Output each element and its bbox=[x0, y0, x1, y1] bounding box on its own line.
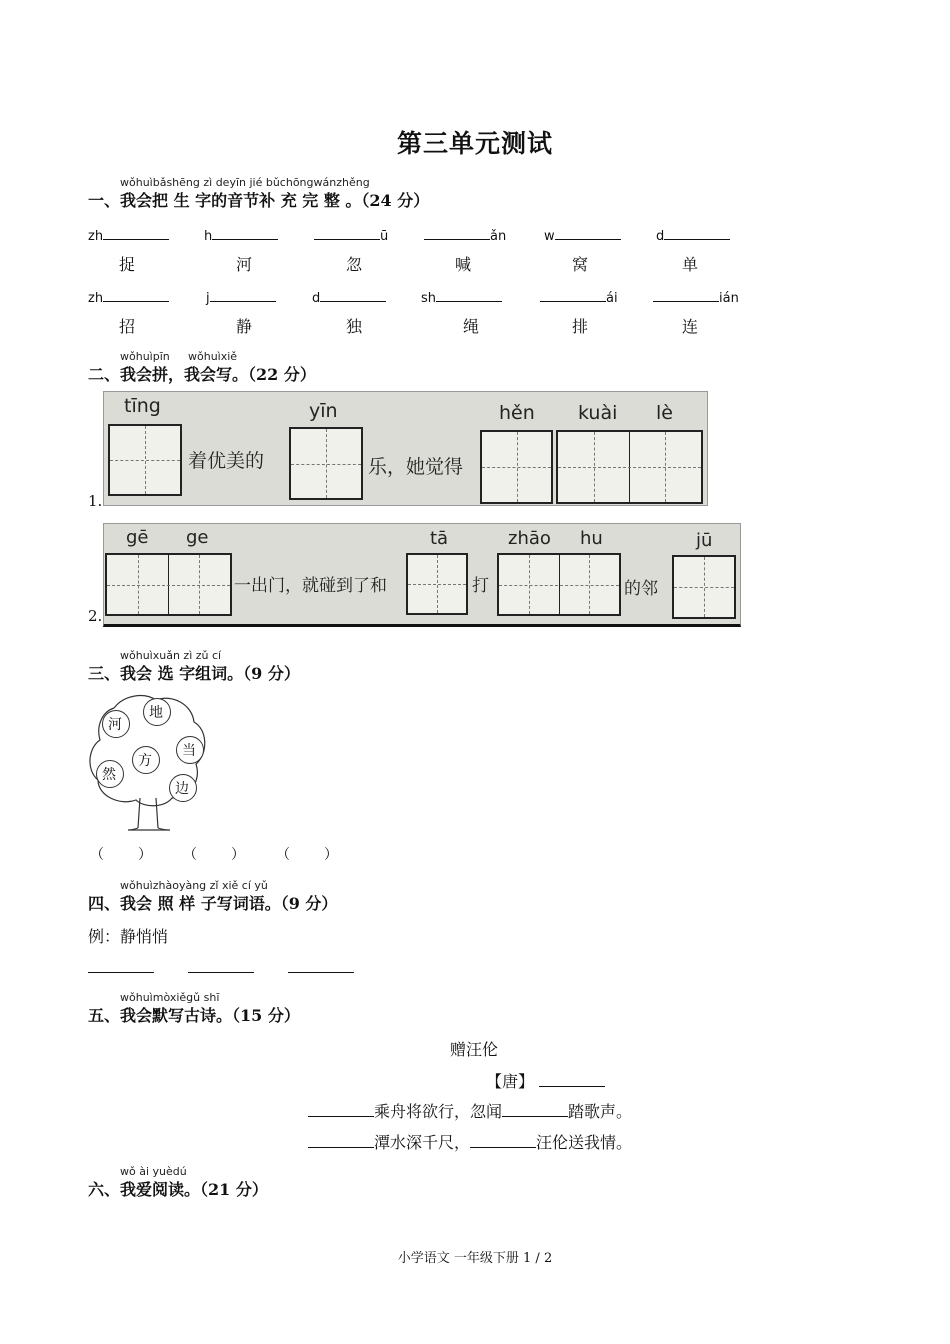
pinyin-hen: hěn bbox=[499, 402, 535, 424]
char: 连 bbox=[682, 317, 699, 336]
paren-close: ） bbox=[231, 847, 245, 863]
s4-example: 例：静悄悄 bbox=[88, 927, 169, 946]
char: 窝 bbox=[572, 255, 589, 274]
poem-line-1 bbox=[308, 1099, 632, 1122]
answer-blank[interactable] bbox=[308, 1102, 374, 1117]
s1-r1-item-1[interactable] bbox=[88, 225, 169, 244]
writing-panel-2 bbox=[103, 523, 741, 627]
writing-box-double[interactable] bbox=[497, 553, 621, 616]
answer-blank[interactable] bbox=[103, 287, 169, 302]
poem-author-line bbox=[486, 1069, 605, 1092]
char: 捉 bbox=[119, 255, 136, 274]
answer-blank[interactable] bbox=[436, 287, 502, 302]
s4-heading: 四、我会 照 样 子写词语。（9 分） bbox=[88, 894, 338, 913]
writing-box[interactable] bbox=[672, 555, 736, 619]
s1-r2-item-1[interactable] bbox=[88, 287, 169, 306]
pinyin-suffix: ǎn bbox=[490, 229, 507, 244]
writing-box[interactable] bbox=[406, 553, 468, 615]
pinyin-suffix: ái bbox=[606, 291, 618, 306]
apple-icon[interactable] bbox=[102, 710, 130, 738]
pinyin-suffix: ū bbox=[380, 229, 389, 244]
pinyin-prefix: w bbox=[544, 229, 555, 244]
pinyin-prefix: d bbox=[312, 291, 321, 306]
answer-blank[interactable] bbox=[320, 287, 386, 302]
answer-blank[interactable] bbox=[212, 225, 278, 240]
answer-blank[interactable] bbox=[502, 1102, 568, 1117]
answer-slot[interactable] bbox=[292, 844, 324, 860]
pinyin-prefix: sh bbox=[421, 291, 437, 306]
s1-r2-item-6[interactable] bbox=[653, 287, 739, 306]
apple-icon[interactable] bbox=[96, 760, 124, 788]
s3-pinyin: wǒhuìxuǎn zì zǔ cí bbox=[120, 649, 222, 662]
prompt-text: 乐，她觉得 bbox=[368, 456, 464, 478]
char: 喊 bbox=[455, 255, 472, 274]
answer-blank[interactable] bbox=[664, 225, 730, 240]
s2-pinyin-a: wǒhuìpīn bbox=[120, 350, 170, 363]
answer-blank[interactable] bbox=[288, 972, 354, 973]
page-footer: 小学语文 一年级下册 1 / 2 bbox=[397, 1251, 553, 1266]
answer-blank[interactable] bbox=[210, 287, 276, 302]
s1-r2-item-5[interactable] bbox=[540, 287, 618, 306]
pinyin-ge1: gē bbox=[126, 527, 149, 548]
prompt-text: 着优美的 bbox=[188, 450, 265, 472]
poem-title: 赠汪伦 bbox=[450, 1040, 499, 1059]
char: 招 bbox=[119, 317, 136, 336]
writing-box-double[interactable] bbox=[105, 553, 232, 616]
answer-slot[interactable] bbox=[199, 844, 231, 860]
writing-panel-1 bbox=[103, 391, 708, 506]
answer-blank[interactable] bbox=[314, 225, 380, 240]
pinyin-hu: hu bbox=[580, 528, 603, 549]
apple-icon[interactable] bbox=[143, 698, 171, 726]
prompt-text: 打 bbox=[472, 576, 489, 596]
pinyin-kuai: kuài bbox=[578, 402, 618, 424]
char: 绳 bbox=[463, 317, 480, 336]
prompt-text: 一出门，就碰到了和 bbox=[234, 576, 387, 596]
answer-blank[interactable] bbox=[424, 225, 490, 240]
pinyin-prefix: h bbox=[204, 229, 213, 244]
s2-pinyin-b: wǒhuìxiě bbox=[188, 350, 238, 363]
paren-close: ） bbox=[324, 847, 338, 863]
apple-char: 然 bbox=[102, 767, 116, 783]
char: 排 bbox=[572, 317, 589, 336]
poem-text: 汪伦送我情。 bbox=[536, 1133, 633, 1152]
poem-text: 潭水深千尺， bbox=[374, 1133, 471, 1152]
poem-text: 乘舟将欲行，忽闻 bbox=[374, 1102, 503, 1121]
paren-open: （ bbox=[183, 847, 197, 863]
char: 静 bbox=[236, 317, 253, 336]
pinyin-ju: jū bbox=[696, 530, 713, 551]
poem-line-2 bbox=[308, 1130, 632, 1153]
answer-blank[interactable] bbox=[103, 225, 169, 240]
writing-box[interactable] bbox=[480, 430, 553, 504]
item-number-2: 2. bbox=[88, 607, 103, 625]
s1-r2-item-3[interactable] bbox=[312, 287, 386, 306]
s1-r1-item-2[interactable] bbox=[204, 225, 278, 244]
pinyin-le: lè bbox=[656, 402, 673, 424]
s5-heading: 五、我会默写古诗。（15 分） bbox=[88, 1006, 300, 1025]
paren-open: （ bbox=[276, 847, 290, 863]
item-number-1: 1. bbox=[88, 492, 103, 510]
answer-blank[interactable] bbox=[653, 287, 719, 302]
s1-r1-item-6[interactable] bbox=[656, 225, 730, 244]
apple-char: 地 bbox=[149, 705, 163, 721]
pinyin-prefix: zh bbox=[88, 229, 104, 244]
answer-blank[interactable] bbox=[88, 972, 154, 973]
apple-char: 边 bbox=[175, 781, 189, 797]
paren-open: （ bbox=[90, 847, 104, 863]
apple-char: 当 bbox=[182, 743, 196, 759]
char: 独 bbox=[346, 317, 363, 336]
paren-close: ） bbox=[138, 847, 152, 863]
pinyin-zhao: zhāo bbox=[508, 528, 551, 549]
s1-r2-item-2[interactable] bbox=[206, 287, 276, 306]
apple-char: 方 bbox=[138, 753, 152, 769]
char: 单 bbox=[682, 255, 699, 274]
author-blank[interactable] bbox=[539, 1072, 605, 1087]
s1-r1-item-4[interactable] bbox=[424, 225, 506, 244]
answer-slot[interactable] bbox=[106, 844, 138, 860]
dynasty: 【唐】 bbox=[486, 1072, 535, 1091]
page-title: 第三单元测试 bbox=[396, 129, 553, 158]
s2-heading: 二、我会拼，我会写。（22 分） bbox=[88, 365, 316, 384]
writing-box-double[interactable] bbox=[556, 430, 703, 504]
pinyin-prefix: j bbox=[206, 291, 210, 306]
pinyin-yin: yīn bbox=[309, 400, 338, 422]
answer-blank[interactable] bbox=[188, 972, 254, 973]
s1-r2-item-4[interactable] bbox=[421, 287, 502, 306]
s1-heading: 一、我会把 生 字的音节补 充 完 整 。（24 分） bbox=[88, 191, 430, 210]
answer-blank[interactable] bbox=[470, 1133, 536, 1148]
answer-blank[interactable] bbox=[555, 225, 621, 240]
pinyin-ting: tīng bbox=[124, 395, 161, 417]
pinyin-prefix: zh bbox=[88, 291, 104, 306]
s6-heading: 六、我爱阅读。（21 分） bbox=[88, 1180, 268, 1199]
writing-box[interactable] bbox=[108, 424, 182, 496]
pinyin-ta: tā bbox=[430, 528, 449, 549]
apple-icon[interactable] bbox=[132, 746, 160, 774]
writing-box[interactable] bbox=[289, 427, 363, 500]
s1-r1-item-5[interactable] bbox=[544, 225, 621, 244]
s3-heading: 三、我会 选 字组词。（9 分） bbox=[88, 664, 300, 683]
char: 忽 bbox=[346, 255, 363, 274]
apple-icon[interactable] bbox=[176, 736, 204, 764]
answer-blank[interactable] bbox=[308, 1133, 374, 1148]
apple-tree-illustration bbox=[84, 690, 214, 835]
prompt-text: 的邻 bbox=[624, 579, 658, 599]
s5-pinyin: wǒhuìmòxiěgǔ shī bbox=[120, 991, 220, 1004]
s1-r1-item-3[interactable] bbox=[314, 225, 388, 244]
s4-pinyin: wǒhuìzhàoyàng zǐ xiě cí yǔ bbox=[120, 879, 268, 892]
s6-pinyin: wǒ ài yuèdú bbox=[120, 1165, 187, 1178]
answer-blank[interactable] bbox=[540, 287, 606, 302]
pinyin-ge2: ge bbox=[186, 527, 209, 548]
apple-icon[interactable] bbox=[169, 774, 197, 802]
pinyin-suffix: ián bbox=[719, 291, 739, 306]
apple-char: 河 bbox=[108, 717, 122, 733]
pinyin-prefix: d bbox=[656, 229, 665, 244]
poem-text: 踏歌声。 bbox=[568, 1102, 633, 1121]
char: 河 bbox=[236, 255, 253, 274]
s1-pinyin: wǒhuìbǎshēng zì deyīn jié bǔchōngwánzhěng bbox=[120, 176, 370, 189]
